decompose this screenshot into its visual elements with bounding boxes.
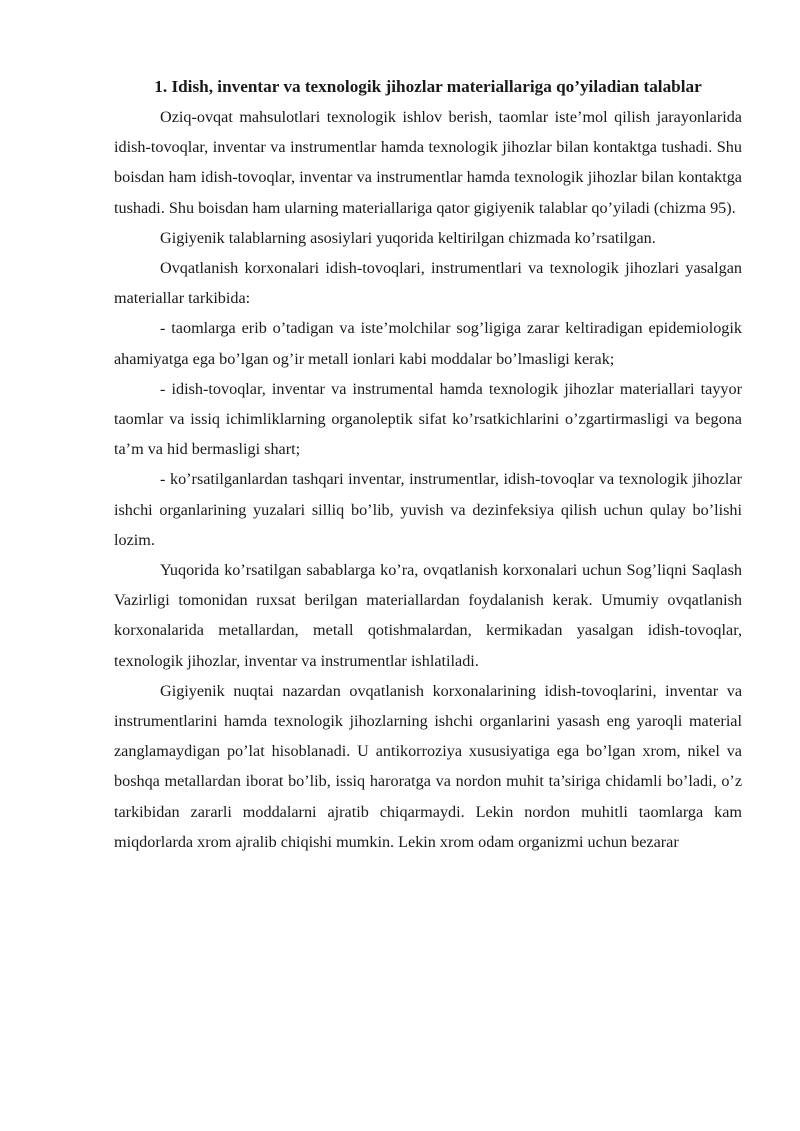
- list-item-organoleptic: - idish-tovoqlar, inventar va instrumental hamda texnologik jihozlar materiallari tayyor taomlar va issiq ichimliklarning organoleptik sifat ko’rsatkichlarini o’zgartirmasligi va begona ta’m va hid bermasligi shart;: [114, 379, 742, 459]
- document-body: [114, 72, 742, 857]
- paragraph-materials-composition: Ovqatlanish korxonalari idish-tovoqlari, instrumentlari va texnologik jihozlari yasalgan materiallar tarkibida:: [114, 259, 742, 308]
- section-heading: 1. Idish, inventar va texnologik jihozlar materiallariga qo’yiladian talablar: [154, 77, 702, 96]
- paragraph-intro: Oziq-ovqat mahsulotlari texnologik ishlov berish, taomlar iste’mol qilish jarayonlarida idish-tovoqlar, inventar va instrumentlar hamda texnologik jihozlar bilan kontaktga tushadi. Shu boisdan ham idish-tovoqlar, inventar va instrumentlar hamda texnologik jihozlar bilan kontaktga tushadi. Shu boisdan ham ularning materiallariga qator gigiyenik talablar qo’yiladi (chizma 95).: [114, 108, 742, 217]
- paragraph-main-requirements: Gigiyenik talablarning asosiylari yuqorida keltirilgan chizmada ko’rsatilgan.: [160, 228, 656, 247]
- paragraph-approved-materials: Yuqorida ko’rsatilgan sabablarga ko’ra, ovqatlanish korxonalari uchun Sog’liqni Saqlash Vazirligi tomonidan ruxsat berilgan materiallardan foydalanish kerak. Umumiy ovqatlanish korxonalarida metallardan, metall qotishmalardan, kermikadan yasalgan idish-tovoqlar, texnologik jihozlar, inventar va instrumentlar ishlatiladi.: [114, 561, 742, 670]
- paragraph-stainless-steel: Gigiyenik nuqtai nazardan ovqatlanish korxonalarining idish-tovoqlarini, inventar va instrumentlarini hamda texnologik jihozlarning ishchi organlarini yasash eng yaroqli material zanglamaydigan po’lat hisoblanadi. U antikorroziya xususiyatiga ega bo’lgan xrom, nikel va boshqa metallardan iborat bo’lib, issiq haroratga va nordon muhit ta’siriga chidamli bo’ladi, o’z tarkibidan zararli moddalarni ajratib chiqarmaydi. Lekin nordon muhitli taomlarga kam miqdorlarda xrom ajralib chiqishi mumkin. Lekin xrom odam organizmi uchun bezarar: [114, 681, 742, 851]
- list-item-heavy-metals: - taomlarga erib o’tadigan va iste’molchilar sog’ligiga zarar keltiradigan epidemiologik ahamiyatga ega bo’lgan og’ir metall ionlari kabi moddalar bo’lmasligi kerak;: [114, 319, 742, 368]
- list-item-smooth-surfaces: - ko’rsatilganlardan tashqari inventar, instrumentlar, idish-tovoqlar va texnologik jihozlar ishchi organlarining yuzalari silliq bo’lib, yuvish va dezinfeksiya qilish uchun qulay bo’lishi lozim.: [114, 470, 742, 549]
